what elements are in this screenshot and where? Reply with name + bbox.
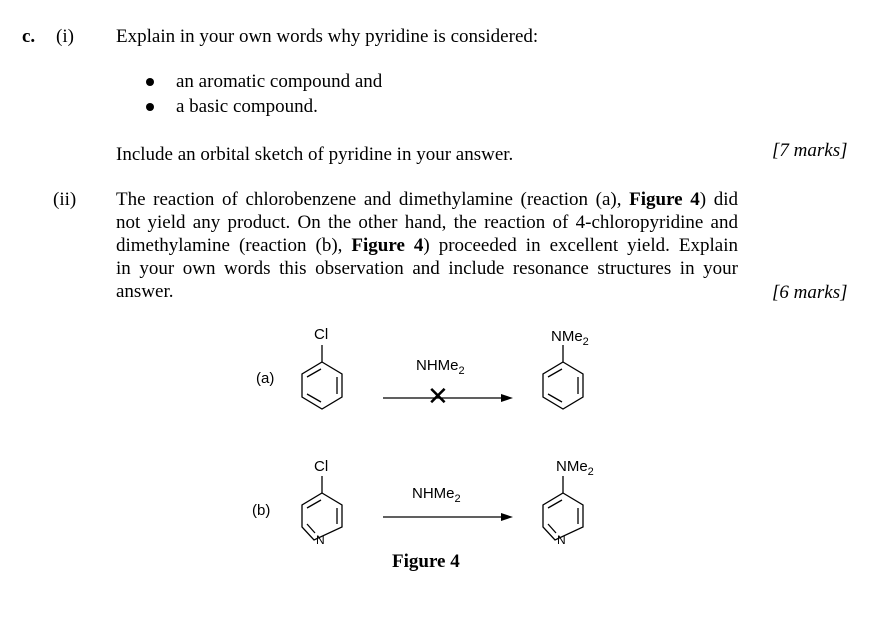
reaction-b-label: (b) [252, 502, 271, 519]
sub-ii-marks: [6 marks] [772, 282, 848, 303]
sub-ii-line-2: not yield any product. On the other hand, the reaction of 4-chloropyridine and [116, 212, 738, 233]
sub-ii-line-4: in your own words this observation and include resonance structures in your [116, 258, 738, 279]
product-a-ring [543, 362, 583, 409]
sub-i-instruction: Include an orbital sketch of pyridine in your answer. [116, 144, 514, 165]
sub-ii-line-1: The reaction of chlorobenzene and dimethylamine (reaction (a), Figure 4) did [116, 189, 738, 210]
figure-caption: Figure 4 [392, 551, 460, 572]
reactant-b-cl: Cl [314, 458, 329, 475]
sub-ii-line-5: answer. [116, 281, 174, 302]
sub-ii-label: (ii) [53, 189, 77, 210]
sub-i-label: (i) [56, 26, 74, 47]
reactant-a-cl: Cl [314, 326, 329, 343]
sub-ii-line-3: dimethylamine (reaction (b), Figure 4) proceeded in excellent yield. Explain [116, 235, 738, 256]
reaction-a-label: (a) [256, 370, 275, 387]
product-b-n: N [557, 533, 566, 547]
part-label: c. [22, 26, 36, 47]
reagent-a: NHMe$_2$ [416, 357, 465, 377]
product-b-nme2: NMe$_2$ [556, 458, 594, 478]
bullet-item-1: an aromatic compound and [176, 71, 383, 92]
bullet-item-2: a basic compound. [176, 96, 318, 117]
sub-i-prompt: Explain in your own words why pyridine is considered: [116, 26, 539, 47]
product-a-nme2: NMe$_2$ [551, 328, 589, 348]
chlorobenzene-ring [302, 362, 342, 409]
reagent-b: NHMe$_2$ [412, 485, 461, 505]
sub-i-marks: [7 marks] [772, 140, 848, 161]
no-reaction-cross-icon: ✕ [427, 381, 449, 411]
reactant-b-n: N [316, 533, 325, 547]
